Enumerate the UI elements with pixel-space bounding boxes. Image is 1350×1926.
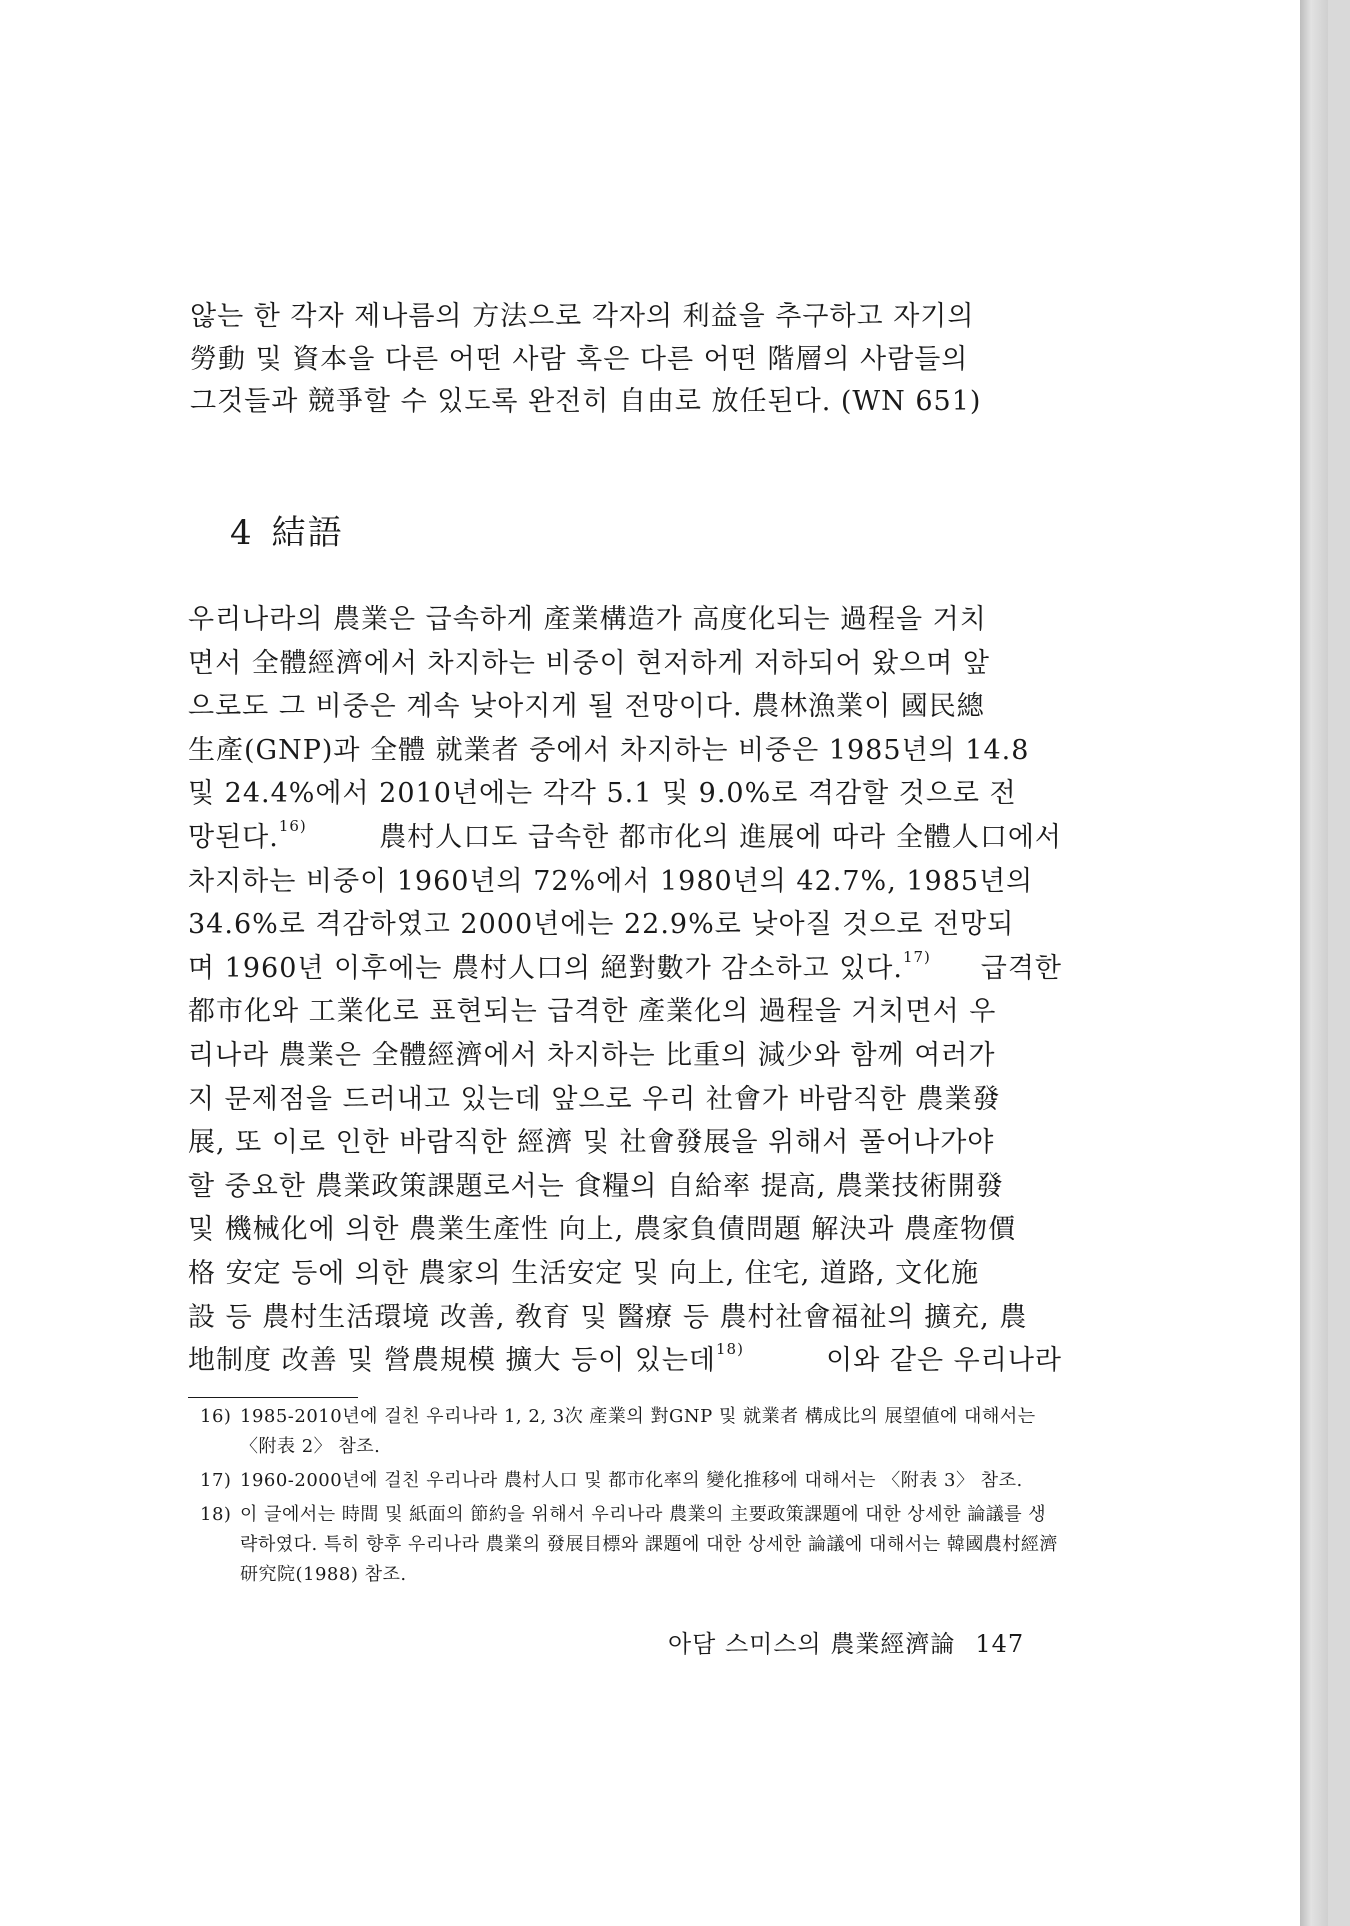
page-number: 147 xyxy=(975,1630,1025,1658)
text-line: 및 機械化에 의한 農業生產性 向上, 農家負債問題 解決과 農產物價 xyxy=(188,1214,1017,1246)
footnote-text: 1985-2010년에 걸친 우리나라 1, 2, 3次 產業의 對GNP 및 就業者 構成比의 展望値에 대해서는 〈附表 2〉 참조. xyxy=(240,1406,1036,1457)
text-line: 않는 한 각자 제나름의 方法으로 각자의 利益을 추구하고 자기의 xyxy=(190,301,975,332)
text-line: 지 문제점을 드러내고 있는데 앞으로 우리 社會가 바람직한 農業發 xyxy=(188,1083,1001,1115)
text-line: 生產(GNP)과 全體 就業者 중에서 차지하는 비중은 1985년의 14.8 xyxy=(188,734,1030,766)
main-paragraph xyxy=(188,598,1062,1383)
text-line: 地制度 改善 및 營農規模 擴大 등이 있는데$^{18)}$ 이와 같은 우리나라 xyxy=(188,1340,1062,1377)
text-line: 할 중요한 農業政策課題로서는 食糧의 自給率 提高, 農業技術開發 xyxy=(188,1170,1004,1202)
text-line: 및 24.4%에서 2010년에는 각각 5.1 및 9.0%로 격감할 것으로 전 xyxy=(188,778,1017,810)
footnote-17 xyxy=(200,1466,1062,1496)
page-edge xyxy=(1300,0,1328,1926)
section-number: 4 xyxy=(230,513,254,553)
footnote-label: 17) xyxy=(200,1470,232,1491)
footnote-label: 18) xyxy=(200,1504,232,1525)
text-line: 그것들과 競爭할 수 있도록 완전히 自由로 放任된다. (WN 651) xyxy=(190,386,982,417)
footnote-18 xyxy=(200,1500,1062,1590)
footnote-mark-17[interactable]: 17) xyxy=(902,947,931,966)
section-heading xyxy=(230,505,344,554)
footnotes xyxy=(200,1402,1062,1594)
footnote-mark-16[interactable]: 16) xyxy=(278,816,307,835)
text-line: 都市化와 工業化로 표현되는 급격한 產業化의 過程을 거치면서 우 xyxy=(188,996,997,1028)
text-line: 망된다.$^{16)}$ 農村人口도 급속한 都市化의 進展에 따라 全體人口에서 xyxy=(188,816,1062,853)
text-line: 차지하는 비중이 1960년의 72%에서 1980년의 42.7%, 1985년의 xyxy=(188,865,1034,897)
text-line: 면서 全體經濟에서 차지하는 비중이 현저하게 저하되어 왔으며 앞 xyxy=(188,647,990,679)
text-line: 며 1960년 이후에는 農村人口의 絕對數가 감소하고 있다.$^{17)}$ 급격한 xyxy=(188,947,1062,984)
footnote-text: 이 글에서는 時間 및 紙面의 節約을 위해서 우리나라 農業의 主要政策課題에 대한 상세한 論議를 생략하였다. 특히 향후 우리나라 農業의 發展目標와 課題에 대한 상세한 論議에 대해서는 韓國農村經濟研究院(1988) 참조. xyxy=(240,1504,1058,1585)
footnote-16 xyxy=(200,1402,1062,1462)
top-paragraph xyxy=(190,296,1060,424)
running-title: 아담 스미스의 農業經濟論 xyxy=(668,1630,956,1658)
text-line: 勞動 및 資本을 다른 어떤 사람 혹은 다른 어떤 階層의 사람들의 xyxy=(190,343,969,375)
text-line: 設 등 農村生活環境 改善, 敎育 및 醫療 등 農村社會福祉의 擴充, 農 xyxy=(188,1301,1028,1333)
text-line: 格 安定 등에 의한 農家의 生活安定 및 向上, 住宅, 道路, 文化施 xyxy=(188,1257,980,1289)
footnote-text: 1960-2000년에 걸친 우리나라 農村人口 및 都市化率의 變化推移에 대해서는 〈附表 3〉 참조. xyxy=(240,1470,1023,1491)
footnote-mark-18[interactable]: 18) xyxy=(716,1340,744,1359)
text-line: 우리나라의 農業은 급속하게 產業構造가 高度化되는 過程을 거치 xyxy=(188,604,987,635)
text-line: 展, 또 이로 인한 바람직한 經濟 및 社會發展을 위해서 풀어나가야 xyxy=(188,1127,995,1159)
page-footer xyxy=(668,1624,1024,1659)
text-line: 34.6%로 격감하였고 2000년에는 22.9%로 낮아질 것으로 전망되 xyxy=(188,909,1015,941)
text-line: 리나라 農業은 全體經濟에서 차지하는 比重의 減少와 함께 여러가 xyxy=(188,1039,996,1071)
footnote-label: 16) xyxy=(200,1406,232,1427)
text-line: 으로도 그 비중은 계속 낮아지게 될 전망이다. 農林漁業이 國民總 xyxy=(188,691,985,723)
footnote-divider xyxy=(188,1397,358,1398)
section-title: 結語 xyxy=(271,513,344,553)
